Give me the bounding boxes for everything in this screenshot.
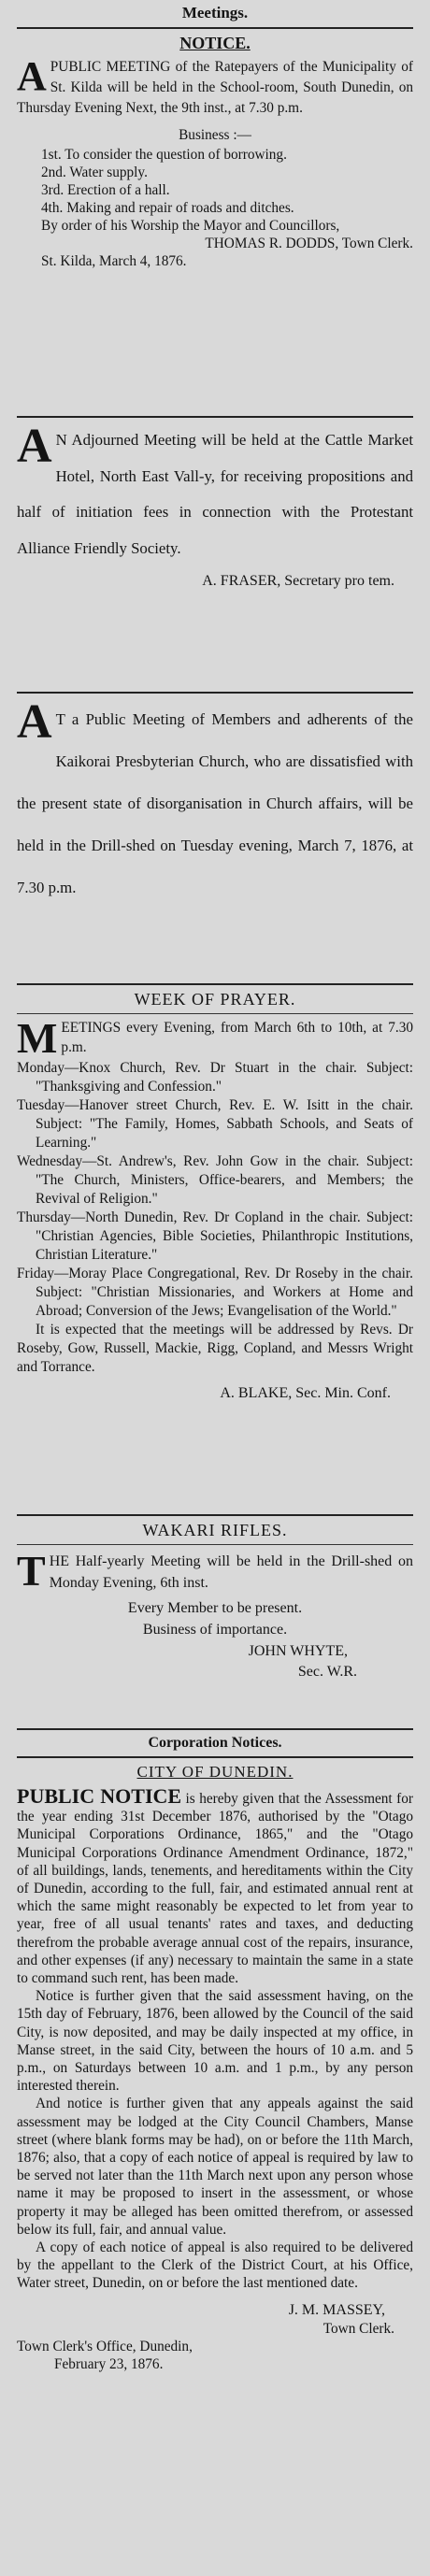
notice-protestant-alliance bbox=[17, 422, 413, 687]
drop-cap: A bbox=[17, 57, 47, 99]
notice-signer: J. M. MASSEY, bbox=[288, 2301, 385, 2318]
divider bbox=[17, 1544, 413, 1545]
notice-paragraph bbox=[17, 1784, 413, 1987]
divider bbox=[17, 1728, 413, 1730]
schedule-item: Monday—Knox Church, Rev. Dr Stuart in the chair. Subject: "Thanksgiving and Confession." bbox=[17, 1060, 413, 1095]
notice-heading: WAKARI RIFLES. bbox=[142, 1521, 288, 1539]
newspaper-page bbox=[8, 4, 422, 2576]
divider bbox=[17, 1013, 413, 1014]
notice-heading: NOTICE. bbox=[179, 34, 251, 52]
lead-words: PUBLIC NOTICE bbox=[17, 1784, 182, 1808]
schedule-list bbox=[17, 1059, 413, 1321]
notice-paragraph: Notice is further given that the said assessment having, on the 15th day of February, 1876, been allowed by the Council of the said City, is now deposited, and may be daily inspected at my office, in Manse street, in the said City, between the hours of 10 a.m. and 5 p.m., on Saturdays between 10 a.m. and 1 p.m., by any person interested therein. bbox=[17, 1988, 413, 2095]
notice-intro: PUBLIC MEETING of the Ratepayers of the Municipality of St. Kilda will be held in the School-room, South Dunedin, on Thursday Evening Next, the 9th inst., at 7.30 p.m. bbox=[17, 59, 413, 116]
drop-cap: T bbox=[17, 1551, 46, 1594]
schedule-item: Wednesday—St. Andrew's, Rev. John Gow in the chair. Subject: "The Church, Ministers, Office-bearers, and Members; the Revival of Religion." bbox=[17, 1153, 413, 1207]
notice-heading: CITY OF DUNEDIN. bbox=[136, 1763, 294, 1781]
notice-intro: EETINGS every Evening, from March 6th to 10th, at 7.30 p.m. bbox=[61, 1020, 413, 1055]
notice-date: St. Kilda, March 4, 1876. bbox=[41, 252, 187, 269]
notice-text: HE Half-yearly Meeting will be held in the Drill-shed on Monday Evening, 6th inst. bbox=[49, 1553, 413, 1591]
notice-line: Every Member to be present. bbox=[127, 1600, 303, 1616]
business-item: 4th. Making and repair of roads and ditches. bbox=[41, 199, 294, 216]
notice-text: T a Public Meeting of Members and adherents of the Kaikorai Presbyterian Church, who are dissatisfied with the present state of disorganisation in Church affairs, will be held in the Drill-shed on Tuesday evening, March 7, 1876, at 7.30 p.m. bbox=[17, 710, 413, 896]
divider bbox=[17, 692, 413, 694]
schedule-item: Tuesday—Hanover street Church, Rev. E. W. Isitt in the chair. Subject: "The Family, Homes, Sabbath Schools, and Seats of Learning." bbox=[17, 1097, 413, 1151]
notice-signer: THOMAS R. DODDS, Town Clerk. bbox=[205, 235, 413, 251]
business-item: 1st. To consider the question of borrowing. bbox=[41, 146, 287, 163]
notice-line: Business of importance. bbox=[142, 1622, 288, 1638]
notice-paragraph: A copy of each notice of appeal is also required to be delivered by the appellant to the Clerk of the District Court, at his Office, Water street, Dunedin, on or before the last mentioned date. bbox=[17, 2240, 413, 2292]
notice-wakari-rifles bbox=[17, 1521, 413, 1724]
notice-week-of-prayer bbox=[17, 990, 413, 1510]
divider bbox=[17, 983, 413, 985]
business-list bbox=[17, 146, 413, 217]
business-label: Business :— bbox=[179, 127, 251, 143]
business-item: 3rd. Erection of a hall. bbox=[41, 181, 170, 198]
drop-cap: A bbox=[17, 422, 52, 473]
divider bbox=[17, 1514, 413, 1516]
schedule-item: Thursday—North Dunedin, Rev. Dr Copland in the chair. Subject: "Christian Agencies, Bible Societies, Philanthropic Institutions, Christian Literature." bbox=[17, 1209, 413, 1263]
divider bbox=[17, 416, 413, 418]
divider bbox=[17, 1756, 413, 1758]
notice-signer: A. FRASER, Secretary pro tem. bbox=[202, 573, 394, 589]
business-item: 2nd. Water supply. bbox=[41, 164, 148, 180]
notice-text: N Adjourned Meeting will be held at the Cattle Market Hotel, North East Vall-y, for receiving propositions and half of initiation fees in connection with the Protestant Alliance Friendly Society. bbox=[17, 431, 413, 557]
notice-heading: WEEK OF PRAYER. bbox=[134, 990, 296, 1009]
drop-cap: A bbox=[17, 698, 52, 749]
notice-signer-title: Sec. W.R. bbox=[297, 1664, 357, 1680]
divider bbox=[17, 27, 413, 29]
notice-signer: A. BLAKE, Sec. Min. Conf. bbox=[220, 1385, 391, 1401]
section-title-meetings: Meetings. bbox=[181, 4, 249, 21]
notice-city-of-dunedin bbox=[17, 1763, 413, 2373]
drop-cap: M bbox=[17, 1018, 58, 1057]
notice-kaikorai-church bbox=[17, 698, 413, 979]
notice-paragraph: And notice is further given that any appeals against the said assessment may be lodged at the City Council Chambers, Manse street (where blank forms may be had), on or before the 11th March, 1876; also, that a copy of each notice of appeal is required by law to be served not later than the 11th March next upon any person whose name it may be proposed to insert in the assessment, or whose property it may be alleged has been omitted therefrom, or assessed below its full, fair, and annual value. bbox=[17, 2096, 413, 2238]
notice-place: Town Clerk's Office, Dunedin, bbox=[17, 2338, 193, 2354]
section-title-corporation: Corporation Notices. bbox=[148, 1735, 282, 1751]
notice-order: By order of his Worship the Mayor and Councillors, bbox=[41, 217, 340, 234]
notice-signer-title: Town Clerk. bbox=[322, 2320, 394, 2337]
notice-signer: JOHN WHYTE, bbox=[248, 1643, 348, 1659]
notice-closing: It is expected that the meetings will be addressed by Revs. Dr Roseby, Gow, Russell, Mackie, Rigg, Copland, and Messrs Wright and Torrance. bbox=[17, 1322, 413, 1375]
notice-st-kilda bbox=[17, 34, 413, 411]
schedule-item: Friday—Moray Place Congregational, Rev. Dr Roseby in the chair. Subject: "Christian Missionaries, and Workers at Home and Abroad; Conversion of the Jews; Evangelisation of the World." bbox=[17, 1266, 413, 1319]
notice-date: February 23, 1876. bbox=[54, 2355, 164, 2372]
notice-paragraph-text: is hereby given that the Assessment for the year ending 31st December 1876, authorised by the "Otago Municipal Corporations Ordinance, 1865," and the "Otago Municipal Corporations Ordinance Amendment Ordinance, 1872," of all buildings, lands, tenements, and hereditaments within the City of Dunedin, according to the full, fair, and estimated annual rent at which the same might reasonably be expected to let from year to year, free of all usual tenants' rates and taxes, and deducting therefrom the probable average annual cost of the repairs, insurance, and other expenses (if any) necessary to maintain the same in a state to command such rent, has been made. bbox=[17, 1791, 413, 1987]
